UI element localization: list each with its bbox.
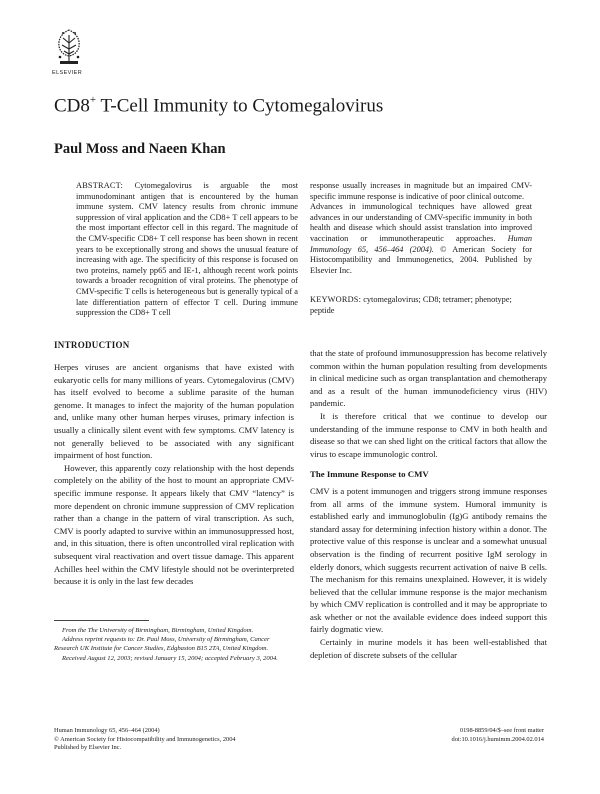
- footnote-affiliation: From the The University of Birmingham, Birmingham, United Kingdom.: [62, 627, 254, 634]
- intro-paragraph-4: It is therefore critical that we continue to develop our understanding of the immune response to CMV in both health and disease so that we can shed light on the critical factors that allow the virus to escape immunologic control.: [310, 410, 547, 459]
- intro-paragraph-3: that the state of profound immunosuppression has become relatively common within the human population resulting from developments in clinical medicine such as organ transplantation and chemotherapy and as a result of the human immunodeficiency virus (HIV) pandemic.: [310, 348, 547, 409]
- footer-journal: Human Immunology 65, 456–464 (2004): [54, 727, 160, 734]
- title-main: CD8: [54, 95, 90, 117]
- footnote-divider: [54, 620, 149, 621]
- footer-right: [400, 727, 544, 744]
- footnote-reprint: Address reprint requests to: Dr. Paul Moss, University of Birmingham, Cancer Research UK Institute for Cancer Studies, Edgbaston B15 2TA, United Kingdom.: [54, 636, 270, 653]
- intro-paragraph-1: Herpes viruses are ancient organisms that have existed with eukaryotic cells for many millions of years. Cytomegalovirus (CMV) has itself evolved to become a sublime parasite of the human genome. It manages to infect the majority of the human population and, unlike many other human herpes viruses, primary infection is usually a clinically silent event with few symptoms. CMV latency is not generally believed to be associated with any significant impairment of host function.: [54, 362, 294, 461]
- keywords-text: cytomegalovirus; CD8; tetramer; phenotype; peptide: [310, 295, 512, 315]
- title-superscript: +: [89, 94, 97, 106]
- footer-copyright: © American Society for Histocompatibility and Immunogenetics, 2004: [54, 735, 236, 743]
- abstract-text-right-1: response usually increases in magnitude but an impaired CMV-specific immune response is indicative of poor clinical outcome.: [310, 181, 532, 201]
- section2-paragraph-2: Certainly in murine models it has been well-established that depletion of discrete subsets of the cellular: [310, 637, 547, 660]
- keywords-label: KEYWORDS:: [310, 295, 362, 304]
- elsevier-tree-logo: [54, 27, 84, 67]
- keywords: [310, 295, 532, 316]
- abstract-text-left: Cytomegalovirus is arguable the most immunodominant antigen that is encountered by the human immune system. CMV latency results from chronic immune suppression of viral application and the CD8+ T cell appears to be the most important effector cell in this regard. The magnitude of the CMV-specific CD8+ T cell response has been shown in recent years to be exceptionally strong and shows the unusual feature of increasing with age. The specificity of this response is focused on two proteins, namely pp65 and IE-1, although recent work points towards a broader recognition of viral proteins. The phenotype of CMV-specific T cells is heterogeneous but is generally typical of a late differentiation pattern of effector T cell. During immune suppression the CD8+ T cell: [76, 181, 299, 318]
- body-right-column: [310, 347, 547, 661]
- title-rest: T-Cell Immunity to Cytomegalovirus: [96, 95, 384, 117]
- body-left-column: [54, 361, 294, 588]
- footer-issn: 0198-8859/04/$–see front matter: [459, 727, 544, 734]
- abstract-citation-journal: Human Immunology 65, 456–464 (2004).: [310, 233, 532, 254]
- footnote-dates: Received August 12, 2003; revised January 15, 2004; accepted February 3, 2004.: [62, 654, 278, 662]
- footer-left: [54, 727, 236, 753]
- abstract-left-column: [76, 181, 298, 319]
- abstract-text-right-2: Advances in immunological techniques have allowed great advances in our understanding of CMV-specific immunity in both health and disease which should assist translation into improved vaccination or immunotherapeutic approaches.: [310, 202, 532, 243]
- abstract-label: ABSTRACT:: [76, 181, 124, 190]
- article-title: [54, 95, 383, 117]
- introduction-heading: INTRODUCTION: [54, 340, 130, 350]
- section-heading-immune-response: The Immune Response to CMV: [310, 469, 429, 480]
- abstract-right-column: [310, 181, 532, 276]
- abstract-citation-rest: © American Society for Histocompatibility and Immunogenetics, 2004. Published by Elsevier Inc.: [310, 244, 533, 275]
- publisher-name: ELSEVIER: [52, 70, 83, 76]
- footnotes: [54, 626, 279, 663]
- intro-paragraph-2: However, this apparently cozy relationship with the host depends completely on the ability of the host to mount an appropriate CMV-specific immune response. It appears likely that CMV “latency” is more dependent on chronic immune suppression of CMV replication rather than a change in the pattern of viral transcription. As such, CMV is poorly adapted to survive within an immunosuppressed host, and, in this situation, there is often uncontrolled viral replication with subsequent viral reactivation and overt tissue damage. This apparent Achilles heel within the CMV lifestyle should not be overinterpreted because it is only in the last few decades: [54, 462, 294, 587]
- footer-doi: doi:10.1016/j.humimm.2004.02.014: [451, 735, 544, 743]
- author-list: Paul Moss and Naeen Khan: [54, 141, 226, 157]
- footer-publisher: Published by Elsevier Inc.: [54, 744, 122, 752]
- section2-paragraph-1: CMV is a potent immunogen and triggers strong immune responses from all arms of the immune system. Humoral immunity is established early and immunoglobulin (Ig)G antibody remains the standard assay for determining infection history within a donor. The protective value of this response is unclear and a somewhat unusual observation is the finding of recurrent positive IgM serology in elderly donors, which suggests recurrent activation of naive B cells. The mechanism for this remains unexplained. However, it is widely believed that the cellular immune response is the major mechanism by which CMV replication is controlled and it may be appropriate to ask whether or not the available evidence does indeed support this fairly dogmatic view.: [310, 485, 547, 635]
